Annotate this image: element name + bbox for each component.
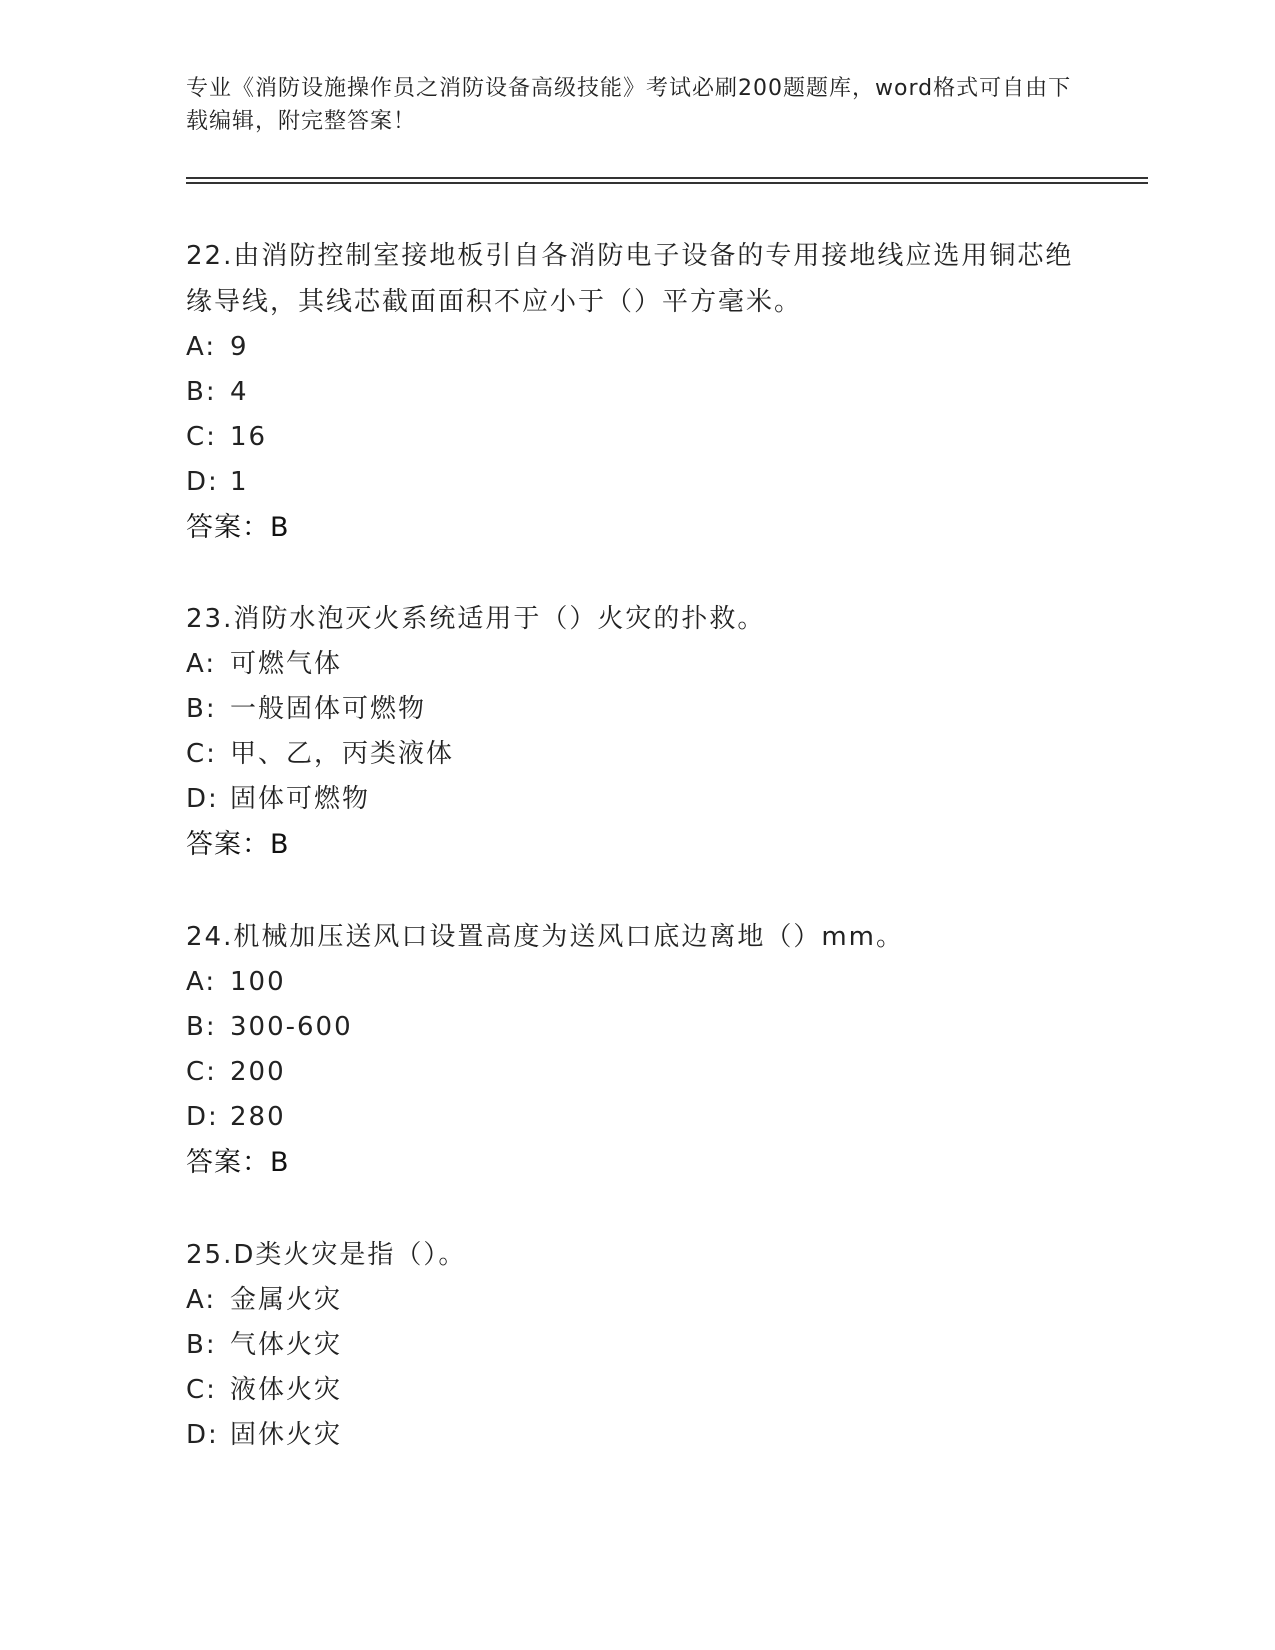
option-b xyxy=(186,1323,1086,1368)
option-key: B: xyxy=(186,1012,217,1042)
option-d xyxy=(186,777,1086,822)
option-text: 9 xyxy=(230,332,249,362)
question-stem: 25.D类火灾是指（）。 xyxy=(186,1240,467,1270)
option-text: 甲、乙，丙类液体 xyxy=(230,739,455,769)
option-text: 100 xyxy=(230,967,286,997)
option-text: 300-600 xyxy=(230,1012,353,1042)
option-key: C: xyxy=(186,739,217,769)
option-text: 1 xyxy=(230,467,249,497)
option-text: 200 xyxy=(230,1057,286,1087)
question-25 xyxy=(186,1232,1086,1458)
option-c xyxy=(186,415,1086,460)
option-text: 一般固体可燃物 xyxy=(230,694,427,724)
option-a xyxy=(186,642,1086,687)
option-text: 固休火灾 xyxy=(230,1420,343,1450)
option-key: B: xyxy=(186,694,217,724)
question-23 xyxy=(186,596,1086,868)
option-d xyxy=(186,1095,1086,1140)
option-text: 固体可燃物 xyxy=(230,784,371,814)
answer-line: 答案：B xyxy=(186,829,290,860)
option-d xyxy=(186,460,1086,505)
document-header: 专业《消防设施操作员之消防设备高级技能》考试必刷200题题库，word格式可自由下载编辑，附完整答案！ xyxy=(186,76,1072,134)
option-key: D: xyxy=(186,1420,219,1450)
option-key: C: xyxy=(186,1375,217,1405)
option-c xyxy=(186,1050,1086,1095)
option-text: 4 xyxy=(230,377,249,407)
option-key: C: xyxy=(186,422,217,452)
header-divider-bottom xyxy=(186,182,1148,184)
header-divider-top xyxy=(186,177,1148,179)
option-c xyxy=(186,1368,1086,1413)
option-b xyxy=(186,370,1086,415)
option-key: A: xyxy=(186,332,217,362)
option-text: 可燃气体 xyxy=(230,649,343,679)
option-text: 金属火灾 xyxy=(230,1285,343,1315)
option-key: A: xyxy=(186,967,217,997)
option-key: A: xyxy=(186,1285,217,1315)
answer-line: 答案：B xyxy=(186,512,290,543)
option-key: D: xyxy=(186,1102,219,1132)
option-d xyxy=(186,1413,1086,1458)
question-stem: 22.由消防控制室接地板引自各消防电子设备的专用接地线应选用铜芯绝缘导线，其线芯截面面积不应小于（）平方毫米。 xyxy=(186,241,1074,317)
question-22 xyxy=(186,233,1086,551)
question-24 xyxy=(186,914,1086,1186)
option-text: 气体火灾 xyxy=(230,1330,343,1360)
option-text: 16 xyxy=(230,422,268,452)
option-key: B: xyxy=(186,377,217,407)
option-a xyxy=(186,325,1086,370)
option-a xyxy=(186,960,1086,1005)
option-key: A: xyxy=(186,649,217,679)
option-a xyxy=(186,1278,1086,1323)
question-stem: 23.消防水泡灭火系统适用于（）火灾的扑救。 xyxy=(186,604,766,634)
option-b xyxy=(186,687,1086,732)
option-key: B: xyxy=(186,1330,217,1360)
option-text: 280 xyxy=(230,1102,286,1132)
option-key: C: xyxy=(186,1057,217,1087)
option-text: 液体火灾 xyxy=(230,1375,343,1405)
question-stem: 24.机械加压送风口设置高度为送风口底边离地（）mm。 xyxy=(186,922,905,952)
option-c xyxy=(186,732,1086,777)
option-key: D: xyxy=(186,467,219,497)
option-key: D: xyxy=(186,784,219,814)
answer-line: 答案：B xyxy=(186,1147,290,1178)
option-b xyxy=(186,1005,1086,1050)
